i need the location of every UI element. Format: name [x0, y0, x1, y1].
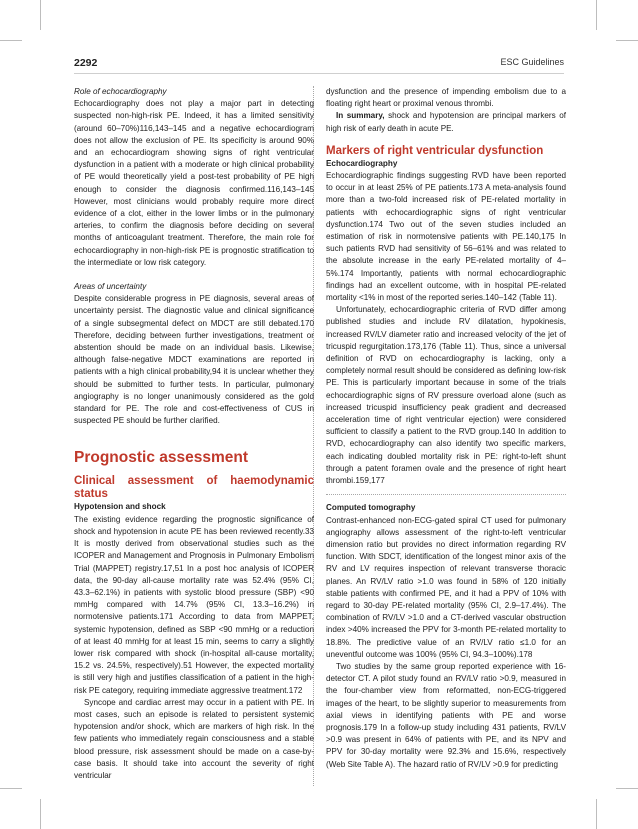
rvd-section-title: Markers of right ventricular dysfunction [326, 144, 544, 157]
running-title: ESC Guidelines [500, 57, 564, 67]
crop-mark [0, 788, 22, 789]
summary-paragraph [326, 110, 566, 134]
echo-heading: Echocardiography [326, 158, 398, 168]
role-heading: Role of echocardiography [74, 87, 167, 96]
crop-mark [596, 799, 597, 829]
echo-paragraph: Echocardiographic findings suggesting RVD have been reported to occur in at least 25% of PE patients.173 A meta-analysis found more than a two-fold increased risk of PE-related mortality in patients with echocardiographic signs of right ventricular dysfunction.174 Two out of the seven studies included an estimation of risk in normotensive patients with PE.140,175 In such patients RVD had sensitivity of 56–61% and was related to the absolute increase in the early PE-related mortality of 4–5%.174 Importantly, patients with normal echocardiographic findings had an excellent outcome, with in hospital PE-related mortality <1% in most of the reported series.140–142 (Table 11). [326, 171, 566, 303]
page-header [74, 57, 564, 69]
spacer [74, 269, 314, 281]
role-paragraph: Echocardiography does not play a major part in detecting suspected non-high-risk PE. Indeed, it has a limited sensitivity (around 60–70%)116,143–145 and a negative echocardiogram does not allow the exclusion of PE. Its specificity is around 90% and an echocardiogram showing signs of right ventricular dysfunction in a patient with a moderate or high clinical probability of PE would theoretically yield a post-test probability of PE high enough to consider the diagnosis confirmed.116,143–145 However, most clinicians would probably require more direct evidence of a clot, either in the lower limbs or in the pulmonary arteries, to confirm the diagnosis before deciding on several months of anticoagulant treatment. Therefore, the main role for echocardiography in non-high-risk PE is prognostic stratification to the intermediate or low risk category. [74, 99, 314, 267]
crop-mark [0, 40, 22, 41]
hypotension-paragraph: The existing evidence regarding the prognostic significance of shock and hypotension in acute PE has been reviewed recently.33 It is mostly derived from observational studies such as the ICOPER and Management and Prognosis in Pulmonary Embolism Trial (MAPPET) registry.17,51 In a post hoc analysis of ICOPER data, the 90-day all-cause mortality rate was 52.4% (95% CI, 43.3–62.1%) in patients with systolic blood pressure (SBP) <90 mmHg compared with 14.7% (95% CI, 13.3–16.2%) in normotensive patients.171 According to data from MAPPET, systemic hypotension, defined as SBP <90 mmHg or a reduction of at least 40 mmHg for at least 15 min, seems to carry a slightly lower risk compared with shock (in-hospital all-cause mortality, 15.2 vs. 24.5%, respectively).51 However, the expected mortality is still very high and justifies classification of a patient in the high-risk PE category, requiring immediate aggressive treatment.172 [74, 514, 314, 695]
crop-mark [40, 799, 41, 829]
section-separator [326, 494, 566, 495]
left-column [74, 86, 314, 782]
header-rule [74, 73, 564, 74]
spacer [326, 135, 566, 145]
crop-mark [616, 40, 638, 41]
section-title: Prognostic assessment [74, 449, 249, 467]
ct-paragraph-2: Two studies by the same group reported experience with 16-detector CT. A pilot study found an RV/LV ratio >0.9, measured in the four-chamber view from reformatted, non-ECG-triggered images of the heart, to be slightly superior to measurements from axial views in identifying patients with PE and worse prognosis.179 In a follow-up study including 431 patients, RV/LV >0.9 was present in 64% of patients with PE, and its NPV and PPV for 30-day mortality were 92.3% and 15.6%, respectively (Web Site Table A). The hazard ratio of RV/LV >0.9 for predicting [326, 661, 566, 769]
uncertainty-heading: Areas of uncertainty [74, 282, 147, 292]
uncertainty-paragraph: Despite considerable progress in PE diagnosis, several areas of uncertainty persist. The diagnostic value and clinical significance of a single subsegmental defect on MDCT are still debated.170 Therefore, deciding between further investigations, treatment or abstention should be made on an individual basis. Likewise, although false-negative MDCT examinations are reported in patients with a high clinical probability,94 it is unclear whether they should be submitted to further tests. In particular, pulmonary angiography is no longer unanimously considered as the gold standard for PE. The role and cost-effectiveness of CUS in suspected PE should be further clarified. [74, 294, 314, 426]
summary-label: In summary, [336, 111, 385, 121]
syncope-paragraph: Syncope and cardiac arrest may occur in a patient with PE. In most cases, such an episode is related to persistent systemic hypotension and/or shock, which are markers of high risk. In the few patients who immediately regain consciousness and a stable blood pressure, risk assessment should be made on a case-by-case basis. It should take into account the severity of right ventricular [74, 697, 314, 780]
spacer [74, 467, 314, 475]
ct-paragraph: Contrast-enhanced non-ECG-gated spiral CT used for pulmonary angiography allows assessment of the right-to-left ventricular dimension ratio but provides no direct information regarding RV function. With SDCT, identification of the longest minor axis of the RV and LV requires inspection of relevant transverse thoracic planes. An RV/LV ratio >1.0 was found in 58% of 120 initially stable patients with confirmed PE, and it had a PPV of 10% with regard to 30-day PE-related mortality (95% CI, 2.9–17.4%). The combination of RV/LV >1.0 and a CT-derived vascular obstruction index >40% increased the PPV for 3-month PE-related mortality to 18.8%. The predictive value of an RV/LV ratio ≤1.0 for an uneventful outcome was 100% (95% CI, 94.3–100%).178 [326, 515, 566, 659]
spacer [74, 427, 314, 449]
crop-mark [596, 0, 597, 30]
right-column [326, 86, 566, 771]
subsection-title: Clinical assessment of haemodynamic status [74, 475, 314, 501]
hypotension-heading: Hypotension and shock [74, 502, 166, 512]
echo-paragraph-2: Unfortunately, echocardiographic criteria of RVD differ among published studies and include RV dilatation, hypokinesis, increased RV/LV diameter ratio and increased velocity of the jet of tricuspid regurgitation.173,176 (Table 11). Thus, since a universal definition of RVD on echocardiography is lacking, only a completely normal result should be considered as defining low-risk PE. This is particularly important because in some of the trials echocardiographic signs of RV pressure overload alone (such as increased tricuspid insufficiency peak gradient and decreased acceleration time of right ventricular ejection) were considered sufficient to classify a patient to the RVD group.140 In addition to RVD, echocardiography can also identify two specific markers, each indicating doubled mortality risk in PE: right-to-left shunt through a patent foramen ovale and the presence of right heart thrombi.159,177 [326, 305, 566, 486]
crop-mark [40, 0, 41, 30]
ct-heading: Computed tomography [326, 503, 416, 513]
crop-mark [616, 788, 638, 789]
summary-text: shock and hypotension are principal markers of high risk of early death in acute PE. [326, 111, 566, 133]
page-number: 2292 [74, 57, 98, 69]
continuation-paragraph: dysfunction and the presence of impending embolism due to a floating right heart or proximal venous thrombi. [326, 87, 566, 109]
